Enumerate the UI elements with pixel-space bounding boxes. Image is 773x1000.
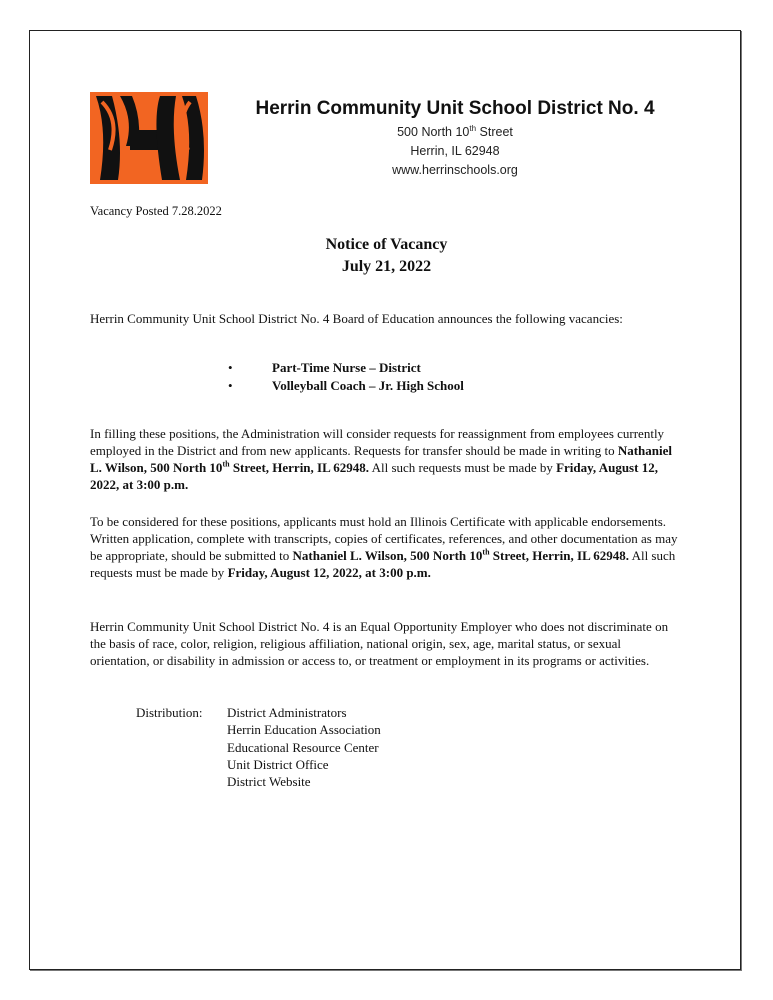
vacancy-item — [90, 359, 680, 377]
distribution-item: Unit District Office — [227, 756, 329, 772]
distribution-label: Distribution: — [136, 705, 203, 720]
equal-opportunity-paragraph: Herrin Community Unit School District No. 4 is an Equal Opportunity Employer who does not discriminate on the basis of race, color, religion, religious affiliation, national origin, sex, age, marital status, or sexual orientation, or disability in admission or access to, or treatment or employment in its programs or activities. — [90, 619, 669, 668]
notice-title: Notice of Vacancy — [325, 236, 448, 253]
application-paragraph: To be considered for these positions, applicants must hold an Illinois Certificate with applicable endorsements. Written application, complete with transcripts, copies of certificates, references, and other documentation as may be appropriate, should be submitted to Nathaniel L. Wilson, 500 North 10th Street, Herrin, IL 62948. All such requests must be made by Friday, August 12, 2022, at 3:00 p.m. — [90, 514, 678, 580]
distribution-item: District Website — [227, 774, 311, 790]
posted-date: Vacancy Posted 7.28.2022 — [90, 204, 222, 218]
vacancy-label: Volleyball Coach – Jr. High School — [272, 378, 464, 393]
district-name: Herrin Community Unit School District No. 4 — [255, 98, 655, 119]
deadline: Friday, August 12, 2022, at 3:00 p.m. — [227, 565, 431, 580]
vacancy-label: Part-Time Nurse – District — [272, 360, 421, 375]
distribution-list — [227, 704, 527, 790]
distribution-item: Educational Resource Center — [227, 739, 379, 755]
address-street: 500 North 10th Street — [397, 123, 513, 139]
vacancy-item — [90, 377, 680, 395]
website-link[interactable]: www.herrinschools.org — [392, 163, 518, 177]
deadline: Friday, August 12, 2022, at 3:00 p.m. — [90, 460, 658, 492]
bullet-icon: • — [228, 360, 233, 375]
vacancy-list — [90, 359, 680, 395]
address-city: Herrin, IL 62948 — [410, 144, 500, 158]
reassignment-paragraph: In filling these positions, the Administration will consider requests for reassignment from employees currently employed in the District and from new applicants. Requests for transfer should be made in writing to Nathaniel L. Wilson, 500 North 10th Street, Herrin, IL 62948. All such requests must be made by Friday, August 12, 2022, at 3:00 p.m. — [90, 426, 672, 492]
contact-name: Nathaniel L. Wilson, 500 North 10th Street, Herrin, IL 62948. — [292, 547, 630, 563]
district-logo — [90, 90, 210, 186]
distribution-item: Herrin Education Association — [227, 722, 381, 738]
bullet-icon: • — [228, 378, 233, 393]
distribution-item: District Administrators — [227, 705, 347, 720]
notice-date: July 21, 2022 — [341, 258, 432, 275]
contact-name: Nathaniel L. Wilson, 500 North 10th Street, Herrin, IL 62948. — [90, 443, 672, 475]
intro-paragraph: Herrin Community Unit School District No. 4 Board of Education announces the following vacancies: — [90, 311, 623, 326]
